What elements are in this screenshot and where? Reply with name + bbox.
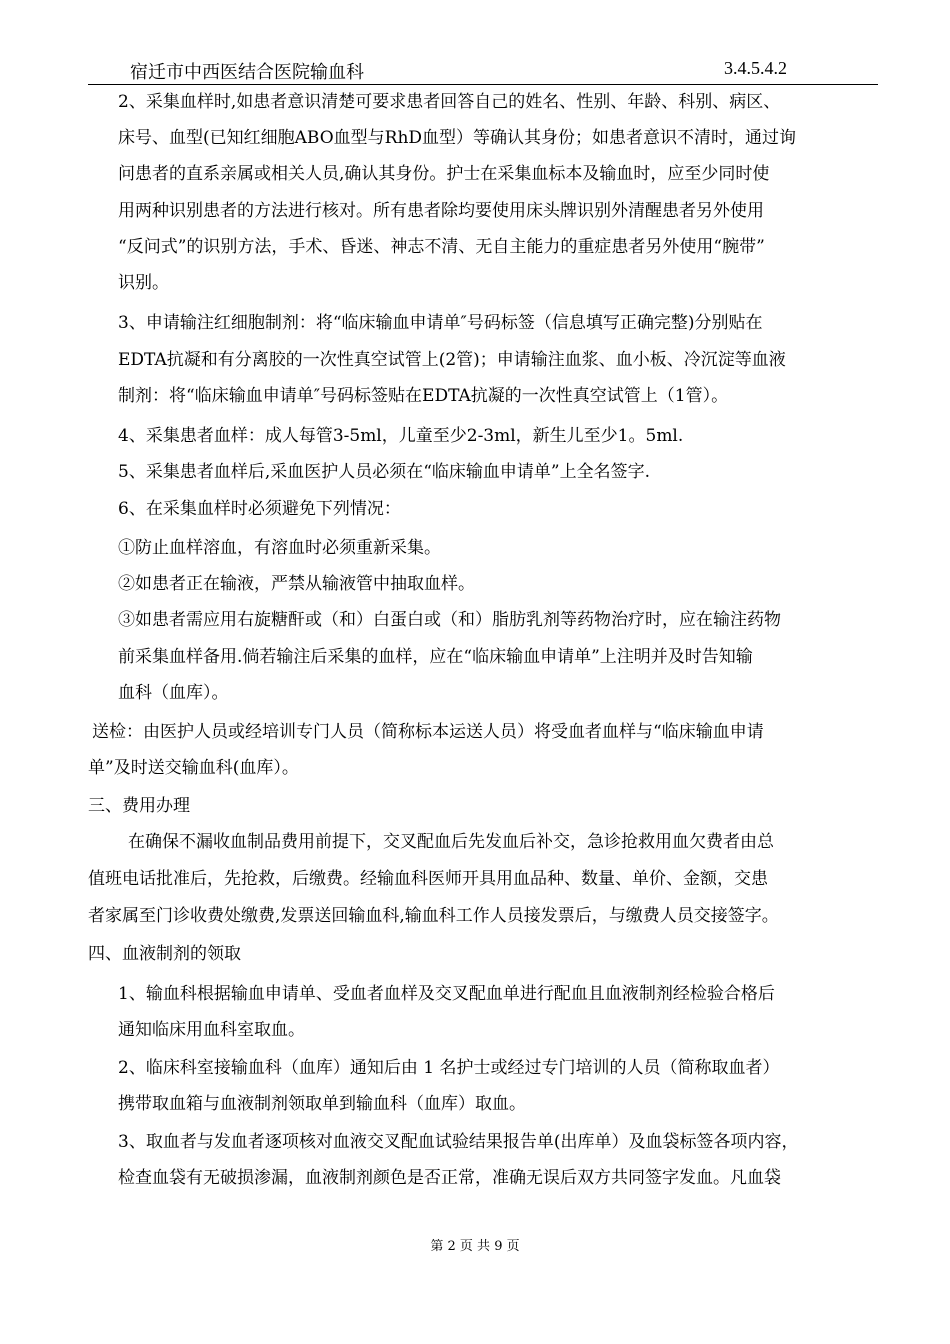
body-line: 血科（血库）。: [118, 683, 229, 703]
page-number: 第 2 页 共 9 页: [430, 1239, 520, 1254]
body-line: EDTA抗凝和有分离胶的一次性真空试管上(2管)；申请输注血浆、血小板、冷沉淀等血液: [118, 350, 786, 370]
body-line: 问患者的直系亲属或相关人员,确认其身份。护士在采集血标本及输血时，应至少同时使: [118, 164, 770, 184]
body-line: 前采集血样备用.倘若输注后采集的血样，应在“临床输血申请单”上注明并及时告知输: [118, 647, 753, 667]
body-line: 值班电话批准后，先抢救，后缴费。经输血科医师开具用血品种、数量、单价、金额，交患: [88, 869, 768, 889]
body-line: 制剂：将“临床输血申请单″号码标签贴在EDTA抗凝的一次性真空试管上（1管）。: [118, 386, 729, 406]
document-code: 3.4.5.4.2: [724, 58, 787, 78]
body-line: “反问式”的识别方法，手术、昏迷、神志不清、无自主能力的重症患者另外使用“腕带”: [118, 237, 765, 257]
header-divider: [88, 84, 878, 85]
body-line: 床号、血型(已知红细胞ABO血型与RhD血型）等确认其身份；如患者意识不清时，通过询: [118, 128, 797, 148]
section-heading: 四、血液制剂的领取: [88, 944, 241, 964]
body-line: ②如患者正在输液，严禁从输液管中抽取血样。: [118, 574, 475, 594]
body-line: 1、输血科根据输血申请单、受血者血样及交叉配血单进行配血且血液制剂经检验合格后: [118, 984, 775, 1004]
body-line: 4、采集患者血样：成人每管3-5ml，儿童至少2-3ml，新生儿至少1。5ml.: [118, 426, 684, 446]
body-line: 携带取血箱与血液制剂领取单到输血科（血库）取血。: [118, 1094, 526, 1114]
body-line: ③如患者需应用右旋糖酐或（和）白蛋白或（和）脂肪乳剂等药物治疗时，应在输注药物: [118, 610, 781, 630]
body-line: 用两种识别患者的方法进行核对。所有患者除均要使用床头牌识别外清醒患者另外使用: [118, 201, 764, 221]
body-line: 6、在采集血样时必须避免下列情况：: [118, 499, 401, 519]
document-header-title: 宿迁市中西医结合医院输血科: [130, 62, 364, 82]
body-line: 3、取血者与发血者逐项核对血液交叉配血试验结果报告单(出库单）及血袋标签各项内容，: [118, 1132, 799, 1152]
body-line: 2、采集血样时,如患者意识清楚可要求患者回答自己的姓名、性别、年龄、科别、病区、: [118, 92, 781, 112]
body-line: 者家属至门诊收费处缴费,发票送回输血科,输血科工作人员接发票后，与缴费人员交接签字。: [88, 906, 779, 926]
body-line: 检查血袋有无破损渗漏，血液制剂颜色是否正常，准确无误后双方共同签字发血。凡血袋: [118, 1168, 781, 1188]
body-line: 送检：由医护人员或经培训专门人员（简称标本运送人员）将受血者血样与“临床输血申请: [92, 722, 764, 742]
body-line: 3、申请输注红细胞制剂：将“临床输血申请单″号码标签（信息填写正确完整)分别贴在: [118, 313, 763, 333]
section-heading: 三、费用办理: [88, 796, 190, 816]
body-line: 识别。: [118, 273, 169, 293]
body-line: ①防止血样溶血，有溶血时必须重新采集。: [118, 538, 441, 558]
body-line: 通知临床用血科室取血。: [118, 1020, 305, 1040]
body-line: 单”及时送交输血科(血库）。: [88, 758, 299, 778]
body-line: 5、采集患者血样后,采血医护人员必须在“临床输血申请单”上全名签字.: [118, 462, 651, 482]
body-line: 2、临床科室接输血科（血库）通知后由 1 名护士或经过专门培训的人员（简称取血者）: [118, 1058, 780, 1078]
body-line: 在确保不漏收血制品费用前提下，交叉配血后先发血后补交，急诊抢救用血欠费者由总: [128, 832, 774, 852]
